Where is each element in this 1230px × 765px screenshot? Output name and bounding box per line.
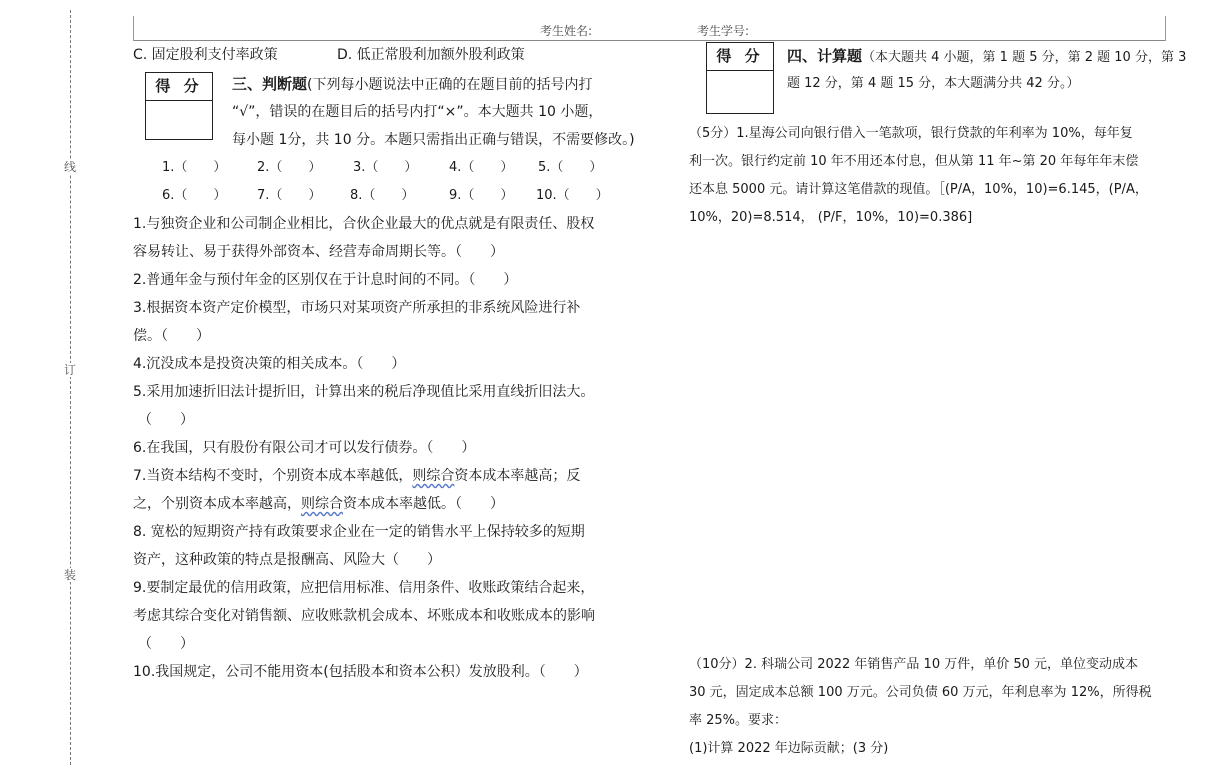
margin-char-line: 线	[64, 160, 77, 174]
calc-q2-line: 30 元，固定成本总额 100 万元。公司负债 60 万元，年利息率为 12%，所得税	[689, 685, 1152, 700]
answer-slot-4: 4.（ ）	[449, 160, 514, 175]
section-3-desc-line-2: “√”，错误的在题目后的括号内打“×”。本大题共 10 小题，	[232, 104, 603, 120]
calc-q1-line: 10%，20)=8.514， (P/F，10%，10)=0.386]	[689, 210, 973, 225]
header-corner-left	[133, 16, 134, 41]
calc-q2-line: (1)计算 2022 年边际贡献；(3 分)	[689, 741, 889, 756]
question-line: 考虑其综合变化对销售额、应收账款机会成本、坏账成本和收账成本的影响	[133, 608, 595, 624]
question-line: 9.要制定最优的信用政策，应把信用标准、信用条件、收账政策结合起来，	[133, 580, 595, 596]
calc-q1-line: （5分）1.星海公司向银行借入一笔款项，银行贷款的年利率为 10%，每年复	[689, 126, 1133, 141]
answer-slot-9: 9.（ ）	[449, 188, 514, 203]
question-line: 6.在我国，只有股份有限公司才可以发行债券。（ ）	[133, 440, 476, 456]
section-3-title: 三、判断题	[232, 75, 308, 93]
margin-char-mount: 装	[64, 568, 77, 582]
q7-text-a: 7.当资本结构不变时，个别资本成本率越低，	[133, 468, 413, 484]
calc-q2-line: （10分）2. 科瑞公司 2022 年销售产品 10 万件，单价 50 元，单位变动成本	[689, 657, 1139, 672]
answer-slot-6: 6.（ ）	[162, 188, 227, 203]
question-7-line-1	[133, 466, 580, 486]
q7-text-a2: 之，个别资本成本率越高，	[133, 496, 301, 512]
question-line: 5.采用加速折旧法计提折旧，计算出来的税后净现值比采用直线折旧法大。	[133, 384, 595, 400]
question-line: 4.沉没成本是投资决策的相关成本。（ ）	[133, 356, 406, 372]
answer-slot-8: 8.（ ）	[350, 188, 415, 203]
question-line: 1.与独资企业和公司制企业相比，合伙企业最大的优点就是有限责任、股权	[133, 216, 595, 232]
answer-slot-2: 2.（ ）	[257, 160, 322, 175]
answer-slot-1: 1.（ ）	[162, 160, 227, 175]
question-line: 3.根据资本资产定价模型，市场只对某项资产所承担的非系统风险进行补	[133, 300, 581, 316]
q7-spellcheck-mark: 则综合	[412, 468, 455, 484]
answer-slot-10: 10.（ ）	[536, 188, 609, 203]
section-3-header	[232, 74, 592, 95]
section-3-desc-line-3: 每小题 1分，共 10 分。本题只需指出正确与错误，不需要修改。)	[232, 132, 635, 148]
question-line: 8. 宽松的短期资产持有政策要求企业在一定的销售水平上保持较多的短期	[133, 524, 585, 540]
q7-spellcheck-mark-2: 则综合	[301, 496, 343, 512]
question-line: （ ）	[138, 636, 194, 652]
margin-char-bind: 订	[64, 363, 77, 377]
student-id-label: 考生学号:	[697, 24, 750, 38]
header-rule	[133, 40, 1165, 41]
option-d: D. 低正常股利加额外股利政策	[337, 47, 525, 63]
section-4-desc-line-2: 题 12 分，第 4 题 15 分，本大题满分共 42 分。）	[787, 76, 1080, 91]
score-box-calculation	[706, 42, 774, 114]
question-line: 10.我国规定，公司不能用资本(包括股本和资本公积）发放股利。（ ）	[133, 664, 588, 680]
q7-text-c2: 资本成本率越低。（ ）	[343, 496, 504, 512]
question-line: 容易转让、易于获得外部资本、经营寿命周期长等。（ ）	[133, 244, 504, 260]
score-box-judgement	[145, 72, 213, 140]
calc-q2-line: 率 25%。要求：	[689, 713, 788, 728]
question-line: 2.普通年金与预付年金的区别仅在于计息时间的不同。（ ）	[133, 272, 518, 288]
binding-margin-line	[70, 10, 71, 765]
section-3-desc-line-1: (下列每小题说法中正确的在题目前的括号内打	[307, 77, 593, 93]
q7-text-c: 资本成本率越高；反	[454, 468, 581, 484]
header-corner-right	[1165, 16, 1166, 41]
answer-slot-7: 7.（ ）	[257, 188, 322, 203]
question-line: （ ）	[138, 412, 194, 428]
calc-q1-line: 利一次。银行约定前 10 年不用还本付息，但从第 11 年~第 20 年每年年末偿	[689, 154, 1139, 169]
section-4-header	[787, 46, 1186, 68]
answer-slot-5: 5.（ ）	[538, 160, 603, 175]
section-4-title: 四、计算题	[787, 47, 863, 65]
score-box-label: 得 分	[146, 73, 212, 101]
question-line: 偿。（ ）	[133, 328, 210, 344]
calc-q1-line: 还本息 5000 元。请计算这笔借款的现值。［(P/A，10%，10)=6.145，(P/A，	[689, 182, 1148, 197]
section-4-desc-line-1: （本大题共 4 小题，第 1 题 5 分，第 2 题 10 分，第 3	[862, 50, 1187, 65]
answer-slot-3: 3.（ ）	[353, 160, 418, 175]
option-c: C. 固定股利支付率政策	[133, 47, 278, 63]
student-name-label: 考生姓名:	[540, 24, 593, 38]
question-7-line-2	[133, 494, 504, 514]
question-line: 资产，这种政策的特点是报酬高、风险大（ ）	[133, 552, 441, 568]
score-box-label: 得 分	[707, 43, 773, 71]
